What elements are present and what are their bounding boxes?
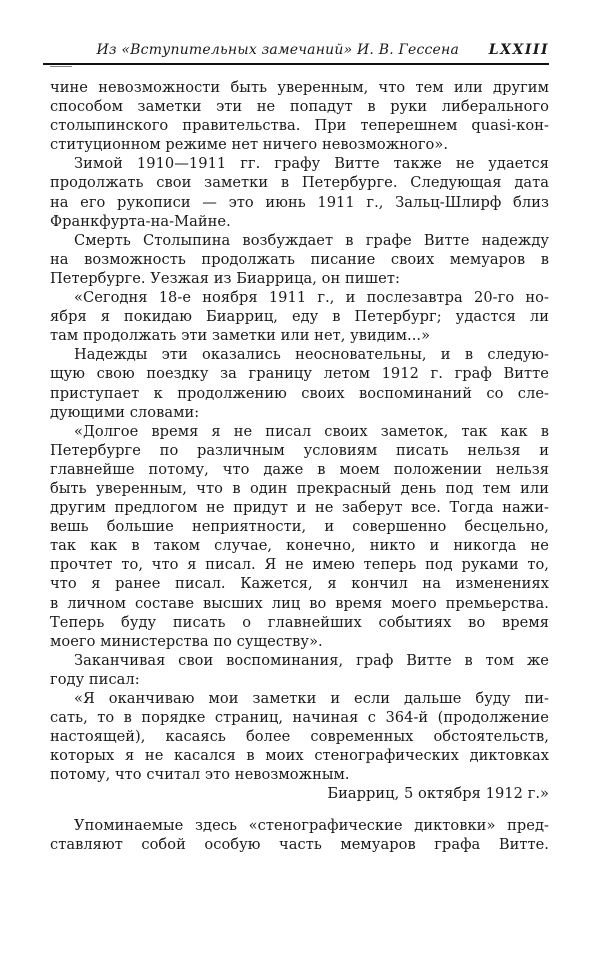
text-line: Надежды эти оказались неосновательны, и в следую-: [74, 346, 549, 364]
paragraph-winter-1910: [50, 154, 549, 230]
text-line: году писал:: [50, 670, 140, 688]
text-line: Петербурге. Уезжая из Биаррица, он пишет:: [50, 269, 400, 287]
paragraph-concluding: [50, 651, 549, 689]
text-line: там продолжать эти заметки или нет, увидим...»: [50, 327, 431, 345]
text-line: на его рукописи — это июнь 1911 г., Зальц-Шлирф близ: [50, 193, 549, 211]
text-line: Петербурге по различным условиям писать нельзя и: [50, 441, 549, 459]
paragraph-stenographic: [50, 816, 549, 854]
text-line: Упоминаемые здесь «стенографические диктовки» пред-: [74, 816, 549, 834]
text-line: сать, то в порядке страниц, начиная с 364-й (продолжение: [50, 709, 549, 727]
text-line: так как в таком случае, конечно, никто и никогда не: [50, 537, 549, 555]
text-line: вешь большие неприятности, и совершенно бесцельно,: [50, 518, 549, 536]
text-line: на возможность продолжать писание своих мемуаров в: [50, 250, 549, 268]
text-line: в личном составе высших лиц во время моего премьерства.: [50, 594, 549, 612]
quote-biarritz-1911: [50, 288, 549, 345]
page-number: LXXIII: [488, 42, 549, 58]
text-line: главнейше потому, что даже в моем положении нельзя: [50, 460, 549, 478]
running-head-title: Из «Вступительных замечаний» И. В. Гессена: [96, 42, 459, 58]
paragraph-stolypin-death: [50, 231, 549, 288]
text-line: ставляют собой особую часть мемуаров графа Витте.: [50, 835, 549, 853]
text-line: которых я не касался в моих стенографических диктовках: [50, 747, 549, 765]
quote-signature: Биарриц, 5 октября 1912 г.»: [327, 785, 549, 803]
text-line: столыпинского правительства. При теперешнем quasi-кон-: [50, 117, 549, 135]
text-line: потому, что считал это невозможным.: [50, 766, 350, 784]
text-line: Теперь буду писать о главнейших событиях во время: [50, 613, 549, 631]
text-line: Смерть Столыпина возбуждает в графе Витте надежду: [74, 231, 549, 249]
text-line: что я ранее писал. Кажется, я кончил на изменениях: [50, 575, 549, 593]
text-line: «Я оканчиваю мои заметки и если дальше буду пи-: [74, 690, 549, 707]
rule-mark: [50, 66, 72, 67]
text-line: приступает к продолжению своих воспоминаний со сле-: [50, 384, 549, 402]
text-line: Франкфурта-на-Майне.: [50, 212, 231, 230]
text-line: быть уверенным, что в один прекрасный день под тем или: [50, 479, 549, 497]
text-line: «Долгое время я не писал своих заметок, так как в: [74, 422, 549, 440]
text-line: Заканчивая свои воспоминания, граф Витте в том же: [74, 651, 549, 669]
text-line: продолжать свои заметки в Петербурге. Следующая дата: [50, 174, 549, 192]
text-line: прочтет то, что я писал. Я не имею теперь под руками то,: [50, 556, 549, 574]
quote-finishing-notes: [50, 689, 549, 784]
text-line: щую свою поездку за границу летом 1912 г. граф Витте: [50, 365, 549, 383]
quote-long-time: [50, 422, 549, 651]
body-text: [50, 78, 549, 854]
text-line: настоящей), касаясь более современных обстоятельств,: [50, 728, 549, 746]
running-head: [50, 40, 549, 62]
spacer: [50, 804, 549, 816]
text-line: Зимой 1910—1911 гг. графу Витте также не удается: [74, 155, 549, 173]
paragraph-hopes: [50, 345, 549, 421]
text-line: ября я покидаю Биарриц, еду в Петербург; удастся ли: [50, 308, 549, 326]
text-line: дующими словами:: [50, 403, 200, 421]
text-line: «Сегодня 18-е ноября 1911 г., и послезавтра 20-го но-: [74, 289, 549, 307]
header-rule: [43, 63, 549, 65]
paragraph-continuation: [50, 78, 549, 154]
text-line: чине невозможности быть уверенным, что тем или другим: [50, 79, 549, 96]
text-line: ституционном режиме нет ничего невозможного».: [50, 136, 449, 154]
text-line: другим предлогом не придут и не заберут все. Тогда нажи-: [50, 499, 549, 517]
text-line: моего министерства по существу».: [50, 632, 323, 650]
text-line: способом заметки эти не попадут в руки либерального: [50, 98, 549, 116]
